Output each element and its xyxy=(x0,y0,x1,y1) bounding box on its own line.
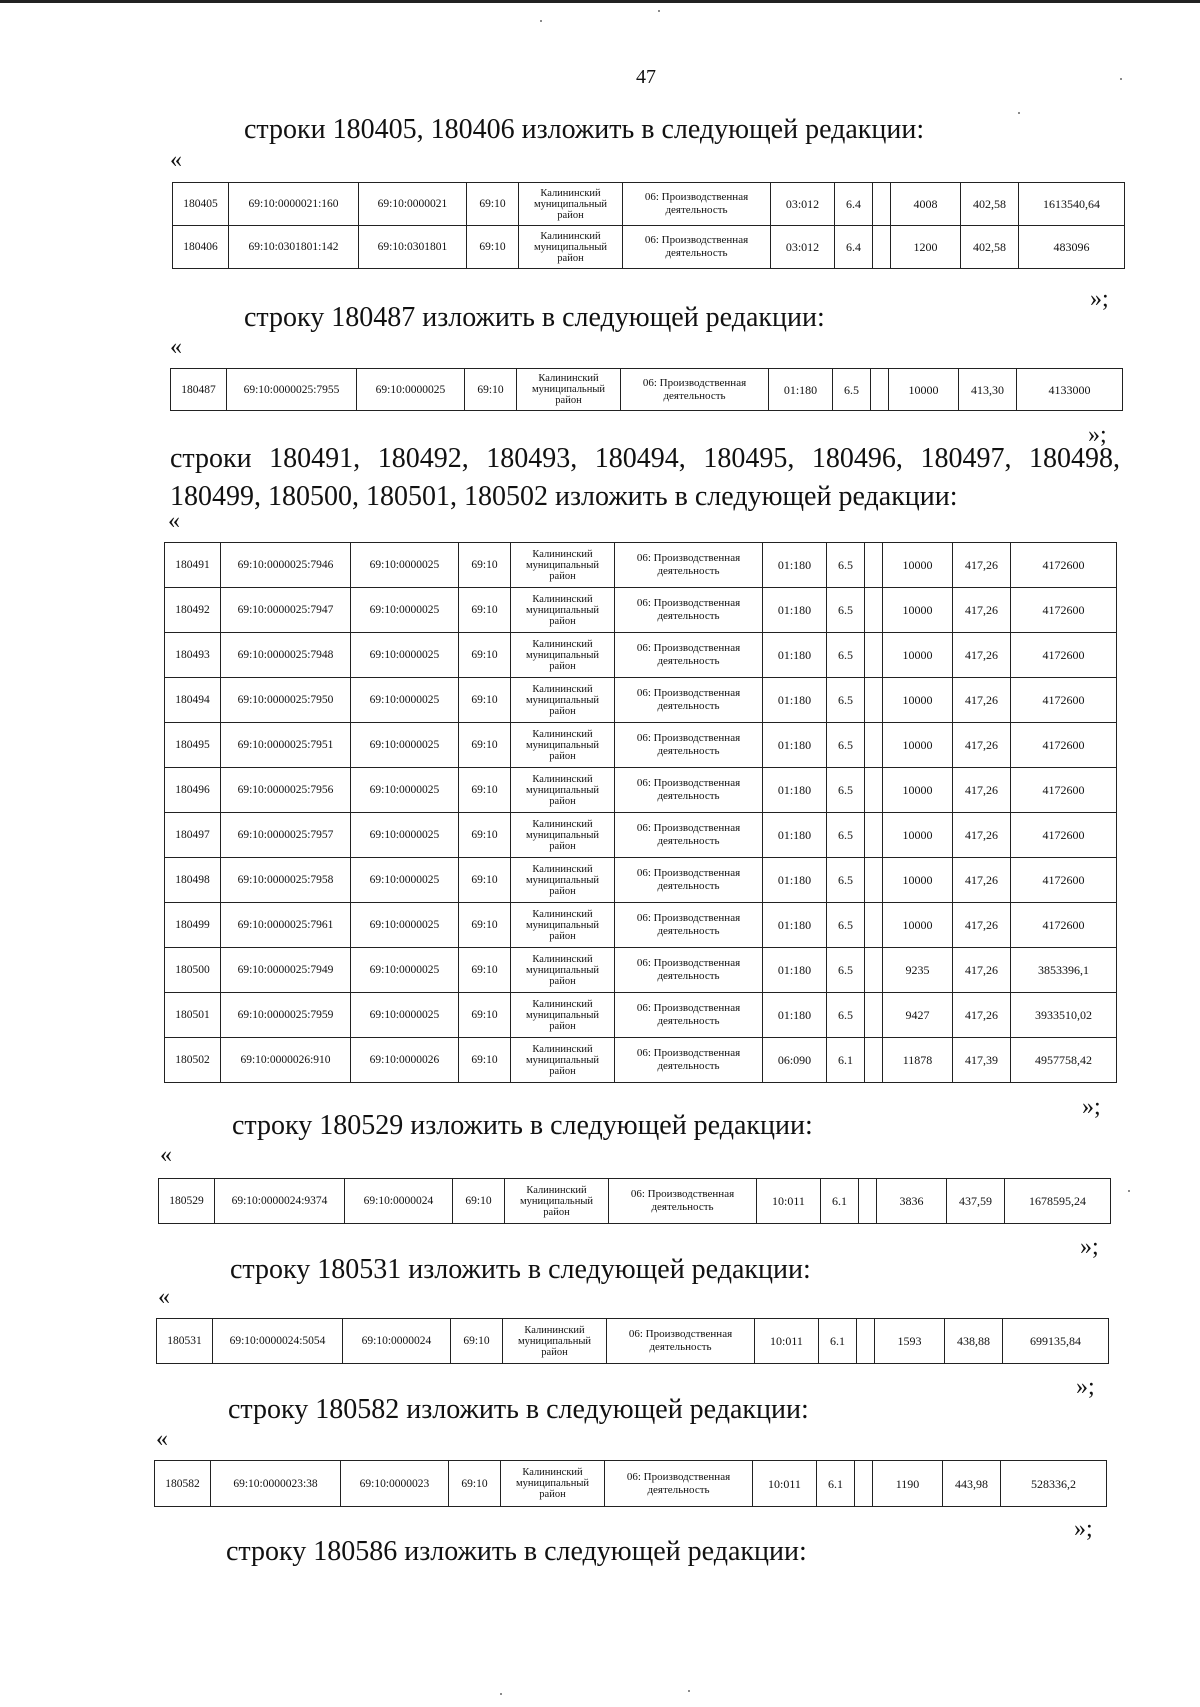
cell-zone: 6.4 xyxy=(835,226,873,269)
cell-empty xyxy=(865,678,883,723)
cell-empty xyxy=(865,633,883,678)
cell-rate: 437,59 xyxy=(947,1179,1005,1224)
cell-cadastral-number: 69:10:0000025:7946 xyxy=(221,543,351,588)
cell-cadastral-number: 69:10:0000025:7948 xyxy=(221,633,351,678)
table-row xyxy=(159,1179,1111,1224)
cell-row-id: 180500 xyxy=(165,948,221,993)
cell-empty xyxy=(865,588,883,633)
cell-activity: 06: Производственная деятельность xyxy=(621,369,769,411)
cell-rate: 443,98 xyxy=(943,1461,1001,1507)
section-6-open-quote: « xyxy=(156,1426,168,1452)
cell-cadastral-value: 3853396,1 xyxy=(1011,948,1117,993)
cell-row-id: 180493 xyxy=(165,633,221,678)
cell-district: Калининский муниципальный район xyxy=(505,1179,609,1224)
cell-zone: 6.5 xyxy=(827,768,865,813)
cell-cadastral-value: 4172600 xyxy=(1011,588,1117,633)
section-4-heading: строку 180529 изложить в следующей редакции: xyxy=(232,1110,813,1141)
cell-empty xyxy=(873,226,891,269)
cell-group-code: 01:180 xyxy=(763,588,827,633)
cell-row-id: 180492 xyxy=(165,588,221,633)
cell-zone: 6.5 xyxy=(827,678,865,723)
section-1-table xyxy=(172,182,1125,269)
cell-area-code: 69:10 xyxy=(459,543,511,588)
table-row xyxy=(165,948,1117,993)
section-2-close-quote: »; xyxy=(1088,422,1107,448)
section-4-open-quote: « xyxy=(160,1142,172,1168)
cell-cadastral-block: 69:10:0000025 xyxy=(351,588,459,633)
cell-row-id: 180502 xyxy=(165,1038,221,1083)
cell-group-code: 01:180 xyxy=(763,543,827,588)
section-7-heading: строку 180586 изложить в следующей редакции: xyxy=(226,1536,807,1567)
cell-zone: 6.1 xyxy=(821,1179,859,1224)
section-4-table xyxy=(158,1178,1111,1224)
scan-speck xyxy=(688,1690,690,1692)
cell-activity: 06: Производственная деятельность xyxy=(609,1179,757,1224)
cell-rate: 417,26 xyxy=(953,678,1011,723)
table-row xyxy=(173,226,1125,269)
section-5-table xyxy=(156,1318,1109,1364)
cell-zone: 6.1 xyxy=(819,1319,857,1364)
cell-area-code: 69:10 xyxy=(459,633,511,678)
table-row xyxy=(165,723,1117,768)
cell-group-code: 01:180 xyxy=(763,948,827,993)
cell-area-size: 10000 xyxy=(883,768,953,813)
cell-activity: 06: Производственная деятельность xyxy=(615,768,763,813)
cell-cadastral-value: 1678595,24 xyxy=(1005,1179,1111,1224)
cell-zone: 6.4 xyxy=(835,183,873,226)
cell-area-code: 69:10 xyxy=(449,1461,501,1507)
cell-activity: 06: Производственная деятельность xyxy=(615,993,763,1038)
cell-cadastral-block: 69:10:0000026 xyxy=(351,1038,459,1083)
cell-row-id: 180501 xyxy=(165,993,221,1038)
cell-cadastral-value: 4172600 xyxy=(1011,903,1117,948)
cell-empty xyxy=(865,948,883,993)
cell-empty xyxy=(865,813,883,858)
cell-cadastral-block: 69:10:0000025 xyxy=(351,813,459,858)
cell-row-id: 180494 xyxy=(165,678,221,723)
cell-area-code: 69:10 xyxy=(459,678,511,723)
cell-area-size: 3836 xyxy=(877,1179,947,1224)
section-2-open-quote: « xyxy=(170,334,182,360)
cell-cadastral-block: 69:10:0000025 xyxy=(351,543,459,588)
page-top-edge xyxy=(0,0,1200,3)
cell-rate: 417,26 xyxy=(953,903,1011,948)
cell-row-id: 180496 xyxy=(165,768,221,813)
cell-area-code: 69:10 xyxy=(459,813,511,858)
cell-district: Калининский муниципальный район xyxy=(511,678,615,723)
cell-empty xyxy=(873,183,891,226)
cell-row-id: 180582 xyxy=(155,1461,211,1507)
cell-activity: 06: Производственная деятельность xyxy=(615,813,763,858)
cell-group-code: 10:011 xyxy=(757,1179,821,1224)
cell-cadastral-number: 69:10:0000024:9374 xyxy=(215,1179,345,1224)
cell-area-size: 10000 xyxy=(883,543,953,588)
cell-area-size: 1200 xyxy=(891,226,961,269)
cell-district: Калининский муниципальный район xyxy=(519,226,623,269)
cell-activity: 06: Производственная деятельность xyxy=(605,1461,753,1507)
cell-group-code: 01:180 xyxy=(763,633,827,678)
section-3-close-quote: »; xyxy=(1082,1094,1101,1120)
cell-zone: 6.1 xyxy=(817,1461,855,1507)
section-6-heading: строку 180582 изложить в следующей редакции: xyxy=(228,1394,809,1425)
cell-cadastral-value: 4172600 xyxy=(1011,858,1117,903)
table-row xyxy=(165,768,1117,813)
cell-area-size: 10000 xyxy=(883,813,953,858)
section-1-open-quote: « xyxy=(170,147,182,173)
cell-row-id: 180529 xyxy=(159,1179,215,1224)
cell-cadastral-value: 4133000 xyxy=(1017,369,1123,411)
cell-cadastral-value: 483096 xyxy=(1019,226,1125,269)
cell-cadastral-block: 69:10:0000025 xyxy=(351,903,459,948)
table-row xyxy=(165,1038,1117,1083)
cell-zone: 6.5 xyxy=(827,633,865,678)
cell-area-size: 1593 xyxy=(875,1319,945,1364)
cell-district: Калининский муниципальный район xyxy=(511,903,615,948)
cell-rate: 417,26 xyxy=(953,858,1011,903)
cell-area-size: 10000 xyxy=(883,903,953,948)
cell-area-code: 69:10 xyxy=(453,1179,505,1224)
cell-activity: 06: Производственная деятельность xyxy=(623,226,771,269)
cell-cadastral-number: 69:10:0000025:7947 xyxy=(221,588,351,633)
cell-cadastral-block: 69:10:0000024 xyxy=(345,1179,453,1224)
cell-cadastral-number: 69:10:0000025:7961 xyxy=(221,903,351,948)
cell-empty xyxy=(865,858,883,903)
cell-district: Калининский муниципальный район xyxy=(511,993,615,1038)
cell-row-id: 180405 xyxy=(173,183,229,226)
cell-activity: 06: Производственная деятельность xyxy=(615,1038,763,1083)
table-row xyxy=(165,543,1117,588)
cell-area-size: 10000 xyxy=(883,858,953,903)
cell-area-code: 69:10 xyxy=(467,226,519,269)
cell-district: Калининский муниципальный район xyxy=(511,723,615,768)
cell-cadastral-block: 69:10:0000025 xyxy=(351,723,459,768)
cell-activity: 06: Производственная деятельность xyxy=(615,633,763,678)
cell-empty xyxy=(865,1038,883,1083)
cell-activity: 06: Производственная деятельность xyxy=(623,183,771,226)
section-3-open-quote: « xyxy=(168,508,180,534)
cell-empty xyxy=(859,1179,877,1224)
cell-row-id: 180487 xyxy=(171,369,227,411)
cell-row-id: 180498 xyxy=(165,858,221,903)
cell-district: Калининский муниципальный район xyxy=(511,858,615,903)
cell-cadastral-block: 69:10:0000025 xyxy=(351,678,459,723)
cell-activity: 06: Производственная деятельность xyxy=(615,588,763,633)
cell-cadastral-value: 3933510,02 xyxy=(1011,993,1117,1038)
cell-cadastral-value: 4172600 xyxy=(1011,768,1117,813)
cell-rate: 417,26 xyxy=(953,723,1011,768)
cell-district: Калининский муниципальный район xyxy=(511,543,615,588)
cell-district: Калининский муниципальный район xyxy=(511,588,615,633)
cell-cadastral-number: 69:10:0000026:910 xyxy=(221,1038,351,1083)
cell-rate: 402,58 xyxy=(961,183,1019,226)
cell-group-code: 03:012 xyxy=(771,226,835,269)
scan-speck xyxy=(540,20,542,22)
page-number: 47 xyxy=(636,66,656,88)
cell-zone: 6.5 xyxy=(827,543,865,588)
cell-cadastral-number: 69:10:0000025:7956 xyxy=(221,768,351,813)
cell-cadastral-value: 699135,84 xyxy=(1003,1319,1109,1364)
cell-cadastral-block: 69:10:0000025 xyxy=(351,858,459,903)
cell-activity: 06: Производственная деятельность xyxy=(615,858,763,903)
cell-empty xyxy=(865,723,883,768)
cell-area-code: 69:10 xyxy=(459,858,511,903)
cell-area-code: 69:10 xyxy=(459,903,511,948)
section-6-close-quote: »; xyxy=(1074,1516,1093,1542)
cell-activity: 06: Производственная деятельность xyxy=(615,723,763,768)
table-row xyxy=(165,858,1117,903)
cell-cadastral-value: 4957758,42 xyxy=(1011,1038,1117,1083)
cell-rate: 402,58 xyxy=(961,226,1019,269)
cell-district: Калининский муниципальный район xyxy=(503,1319,607,1364)
scan-speck xyxy=(1128,1190,1130,1192)
cell-cadastral-number: 69:10:0000025:7958 xyxy=(221,858,351,903)
cell-empty xyxy=(865,543,883,588)
table-row xyxy=(165,588,1117,633)
cell-rate: 417,26 xyxy=(953,813,1011,858)
cell-area-size: 10000 xyxy=(883,588,953,633)
cell-row-id: 180497 xyxy=(165,813,221,858)
cell-cadastral-number: 69:10:0000025:7959 xyxy=(221,993,351,1038)
table-row xyxy=(155,1461,1107,1507)
table-row xyxy=(173,183,1125,226)
cell-row-id: 180499 xyxy=(165,903,221,948)
section-4-close-quote: »; xyxy=(1080,1234,1099,1260)
cell-area-code: 69:10 xyxy=(459,723,511,768)
cell-group-code: 01:180 xyxy=(763,678,827,723)
cell-cadastral-number: 69:10:0301801:142 xyxy=(229,226,359,269)
cell-rate: 417,26 xyxy=(953,768,1011,813)
cell-cadastral-block: 69:10:0000025 xyxy=(351,993,459,1038)
section-1-heading: строки 180405, 180406 изложить в следующей редакции: xyxy=(244,114,925,145)
cell-area-size: 1190 xyxy=(873,1461,943,1507)
cell-rate: 417,26 xyxy=(953,588,1011,633)
cell-group-code: 10:011 xyxy=(755,1319,819,1364)
cell-area-size: 10000 xyxy=(883,633,953,678)
cell-area-code: 69:10 xyxy=(459,1038,511,1083)
cell-activity: 06: Производственная деятельность xyxy=(615,678,763,723)
cell-zone: 6.5 xyxy=(827,858,865,903)
cell-area-code: 69:10 xyxy=(459,768,511,813)
cell-cadastral-value: 4172600 xyxy=(1011,813,1117,858)
cell-area-code: 69:10 xyxy=(459,588,511,633)
cell-zone: 6.5 xyxy=(827,903,865,948)
cell-group-code: 01:180 xyxy=(763,768,827,813)
cell-empty xyxy=(871,369,889,411)
cell-group-code: 01:180 xyxy=(763,813,827,858)
cell-group-code: 03:012 xyxy=(771,183,835,226)
table-row xyxy=(165,903,1117,948)
cell-row-id: 180491 xyxy=(165,543,221,588)
section-5-open-quote: « xyxy=(158,1284,170,1310)
cell-area-size: 4008 xyxy=(891,183,961,226)
cell-zone: 6.5 xyxy=(833,369,871,411)
scan-speck xyxy=(500,1693,502,1695)
cell-rate: 417,26 xyxy=(953,633,1011,678)
cell-empty xyxy=(855,1461,873,1507)
table-row xyxy=(165,993,1117,1038)
cell-group-code: 06:090 xyxy=(763,1038,827,1083)
cell-cadastral-value: 4172600 xyxy=(1011,543,1117,588)
cell-district: Калининский муниципальный район xyxy=(517,369,621,411)
cell-group-code: 10:011 xyxy=(753,1461,817,1507)
cell-district: Калининский муниципальный район xyxy=(511,813,615,858)
cell-row-id: 180531 xyxy=(157,1319,213,1364)
cell-area-code: 69:10 xyxy=(459,993,511,1038)
cell-cadastral-block: 69:10:0000021 xyxy=(359,183,467,226)
cell-zone: 6.5 xyxy=(827,993,865,1038)
cell-cadastral-number: 69:10:0000021:160 xyxy=(229,183,359,226)
cell-area-size: 10000 xyxy=(883,723,953,768)
cell-rate: 417,26 xyxy=(953,993,1011,1038)
section-1-close-quote: »; xyxy=(1090,286,1109,312)
cell-empty xyxy=(865,768,883,813)
cell-cadastral-value: 4172600 xyxy=(1011,723,1117,768)
cell-cadastral-block: 69:10:0000025 xyxy=(357,369,465,411)
cell-area-size: 9235 xyxy=(883,948,953,993)
cell-cadastral-block: 69:10:0000025 xyxy=(351,768,459,813)
cell-group-code: 01:180 xyxy=(769,369,833,411)
cell-cadastral-number: 69:10:0000024:5054 xyxy=(213,1319,343,1364)
cell-group-code: 01:180 xyxy=(763,723,827,768)
cell-zone: 6.1 xyxy=(827,1038,865,1083)
cell-cadastral-value: 4172600 xyxy=(1011,678,1117,723)
cell-activity: 06: Производственная деятельность xyxy=(607,1319,755,1364)
cell-activity: 06: Производственная деятельность xyxy=(615,948,763,993)
cell-area-size: 11878 xyxy=(883,1038,953,1083)
cell-rate: 413,30 xyxy=(959,369,1017,411)
section-3-heading: строки 180491, 180492, 180493, 180494, 180495, 180496, 180497, 180498, 180499, 180500, 180501, 180502 изложить в следующей редакции: xyxy=(170,443,1120,512)
cell-cadastral-value: 528336,2 xyxy=(1001,1461,1107,1507)
cell-area-code: 69:10 xyxy=(467,183,519,226)
cell-cadastral-block: 69:10:0000025 xyxy=(351,948,459,993)
scan-speck xyxy=(658,10,660,12)
section-6-table xyxy=(154,1460,1107,1507)
cell-area-size: 9427 xyxy=(883,993,953,1038)
cell-cadastral-number: 69:10:0000025:7950 xyxy=(221,678,351,723)
section-3-table xyxy=(164,542,1117,1083)
cell-group-code: 01:180 xyxy=(763,993,827,1038)
cell-activity: 06: Производственная деятельность xyxy=(615,543,763,588)
scan-speck xyxy=(1120,78,1122,80)
cell-area-code: 69:10 xyxy=(459,948,511,993)
cell-cadastral-number: 69:10:0000025:7949 xyxy=(221,948,351,993)
scan-speck xyxy=(1018,112,1020,114)
cell-zone: 6.5 xyxy=(827,948,865,993)
table-row xyxy=(165,678,1117,723)
section-2-table xyxy=(170,368,1123,411)
cell-cadastral-number: 69:10:0000025:7957 xyxy=(221,813,351,858)
cell-zone: 6.5 xyxy=(827,723,865,768)
cell-zone: 6.5 xyxy=(827,813,865,858)
cell-cadastral-block: 69:10:0301801 xyxy=(359,226,467,269)
table-row xyxy=(165,633,1117,678)
table-row xyxy=(165,813,1117,858)
section-5-close-quote: »; xyxy=(1076,1374,1095,1400)
cell-area-size: 10000 xyxy=(883,678,953,723)
cell-cadastral-block: 69:10:0000023 xyxy=(341,1461,449,1507)
cell-area-code: 69:10 xyxy=(465,369,517,411)
cell-area-size: 10000 xyxy=(889,369,959,411)
cell-row-id: 180406 xyxy=(173,226,229,269)
table-row xyxy=(157,1319,1109,1364)
cell-group-code: 01:180 xyxy=(763,903,827,948)
cell-row-id: 180495 xyxy=(165,723,221,768)
section-2-heading: строку 180487 изложить в следующей редакции: xyxy=(244,302,825,333)
cell-district: Калининский муниципальный район xyxy=(511,948,615,993)
cell-rate: 417,39 xyxy=(953,1038,1011,1083)
table-row xyxy=(171,369,1123,411)
cell-empty xyxy=(857,1319,875,1364)
cell-district: Калининский муниципальный район xyxy=(501,1461,605,1507)
cell-cadastral-value: 4172600 xyxy=(1011,633,1117,678)
cell-zone: 6.5 xyxy=(827,588,865,633)
cell-empty xyxy=(865,903,883,948)
cell-rate: 417,26 xyxy=(953,543,1011,588)
cell-area-code: 69:10 xyxy=(451,1319,503,1364)
cell-district: Калининский муниципальный район xyxy=(511,1038,615,1083)
cell-district: Калининский муниципальный район xyxy=(511,768,615,813)
cell-rate: 438,88 xyxy=(945,1319,1003,1364)
cell-district: Калининский муниципальный район xyxy=(519,183,623,226)
cell-district: Калининский муниципальный район xyxy=(511,633,615,678)
cell-cadastral-number: 69:10:0000025:7951 xyxy=(221,723,351,768)
cell-activity: 06: Производственная деятельность xyxy=(615,903,763,948)
cell-cadastral-number: 69:10:0000023:38 xyxy=(211,1461,341,1507)
cell-rate: 417,26 xyxy=(953,948,1011,993)
section-5-heading: строку 180531 изложить в следующей редакции: xyxy=(230,1254,811,1285)
cell-empty xyxy=(865,993,883,1038)
cell-cadastral-block: 69:10:0000024 xyxy=(343,1319,451,1364)
cell-cadastral-number: 69:10:0000025:7955 xyxy=(227,369,357,411)
cell-cadastral-value: 1613540,64 xyxy=(1019,183,1125,226)
cell-cadastral-block: 69:10:0000025 xyxy=(351,633,459,678)
cell-group-code: 01:180 xyxy=(763,858,827,903)
